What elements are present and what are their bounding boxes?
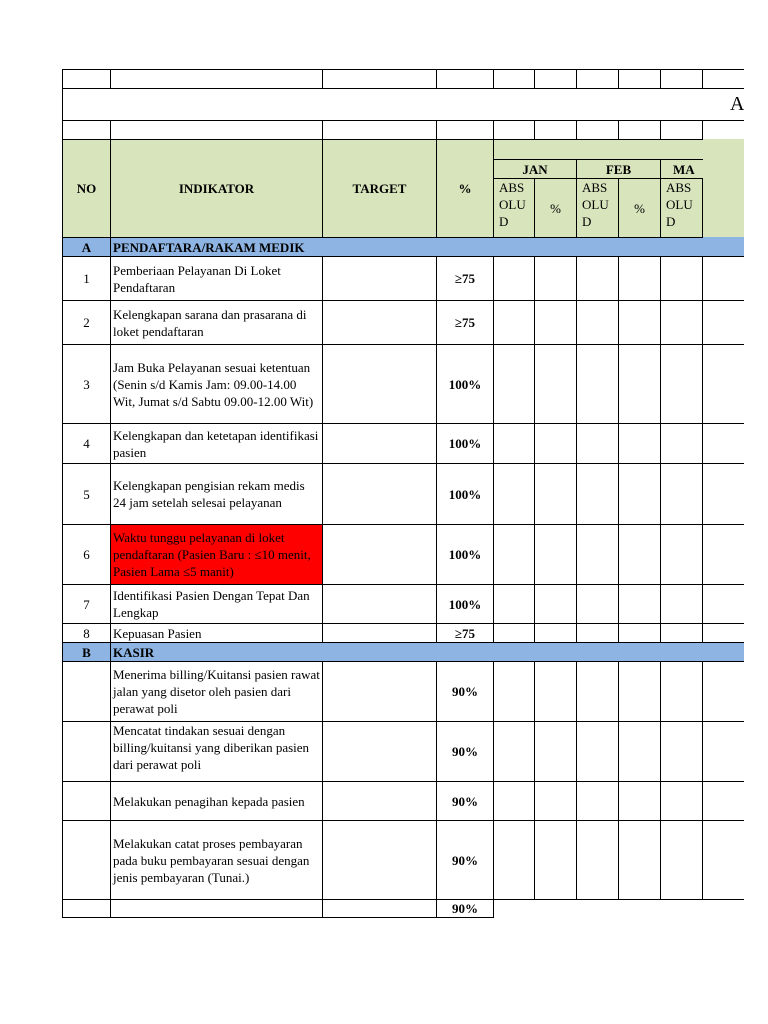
header-indikator[interactable]: INDIKATOR [111,140,323,238]
percent-cell[interactable]: 100% [437,585,494,624]
indicator-text[interactable]: Mencatat tindakan sesuai dengan billing/kuitansi yang diberikan pasien dari perawat poli [111,722,323,782]
section-a-overflow-band [703,237,744,256]
target-cell[interactable] [323,624,437,643]
cell[interactable] [494,662,535,722]
spreadsheet [62,69,744,919]
percent-cell[interactable]: 90% [437,782,494,821]
cell[interactable] [703,345,745,424]
percent-cell[interactable]: ≥75 [437,257,494,301]
cell[interactable] [703,525,745,585]
cell[interactable] [661,70,703,89]
row-number[interactable] [63,722,111,782]
cell[interactable] [437,121,494,140]
cell[interactable] [577,525,619,585]
row-number[interactable]: 6 [63,525,111,585]
percent-cell[interactable]: 100% [437,345,494,424]
percent-cell[interactable]: 100% [437,464,494,525]
target-cell[interactable] [323,345,437,424]
cell[interactable] [535,301,577,345]
cell[interactable] [494,585,535,624]
cell[interactable] [619,257,661,301]
cell[interactable] [661,301,703,345]
cell[interactable] [535,257,577,301]
cell[interactable] [661,525,703,585]
indicator-text[interactable]: Pemberiaan Pelayanan Di Loket Pendaftaran [111,257,323,301]
row-number[interactable]: 2 [63,301,111,345]
cell[interactable] [323,70,437,89]
cell[interactable] [661,821,703,900]
table-row [63,900,745,918]
cell [494,900,535,918]
title-cell[interactable] [63,89,745,121]
target-cell[interactable] [323,424,437,464]
indicator-text-highlighted[interactable]: Waktu tunggu pelayanan di loket pendaftaran (Pasien Baru : ≤10 menit, Pasien Lama ≤5 manit) [111,525,323,585]
cell[interactable] [577,345,619,424]
abs-label: ABS OLU D [499,180,526,229]
row-number[interactable] [63,821,111,900]
cell[interactable] [619,722,661,782]
cell[interactable] [535,782,577,821]
percent-cell[interactable]: ≥75 [437,624,494,643]
indicator-text[interactable]: Menerima billing/Kuitansi pasien rawat jalan yang disetor oleh pasien dari perawat poli [111,662,323,722]
cell[interactable] [661,345,703,424]
row-number[interactable] [63,900,111,918]
feb-absolut-header[interactable] [577,179,619,238]
cell[interactable] [535,121,577,140]
table-row [63,662,745,722]
target-cell[interactable] [323,301,437,345]
cell[interactable] [535,70,577,89]
title-row [63,89,745,121]
cell[interactable] [703,782,745,821]
abs-label: ABS OLU D [582,180,609,229]
mar-absolut-header[interactable] [661,179,703,238]
table-row [63,624,745,643]
cell[interactable] [619,624,661,643]
cell[interactable] [577,662,619,722]
cell[interactable] [494,464,535,525]
indicator-text[interactable]: Kelengkapan sarana dan prasarana di loket pendaftaran [111,301,323,345]
cell[interactable] [577,464,619,525]
cell[interactable] [577,624,619,643]
cell[interactable] [535,585,577,624]
month-mar[interactable]: MA [661,160,745,179]
section-title[interactable]: PENDAFTARA/RAKAM MEDIK [111,238,745,257]
cell[interactable] [63,70,111,89]
cell[interactable] [494,722,535,782]
cell[interactable] [703,301,745,345]
target-cell[interactable] [323,722,437,782]
cell[interactable] [577,722,619,782]
indicator-text[interactable]: Identifikasi Pasien Dengan Tepat Dan Lengkap [111,585,323,624]
cell[interactable] [703,464,745,525]
cell[interactable] [535,345,577,424]
target-cell[interactable] [323,257,437,301]
header-target[interactable]: TARGET [323,140,437,238]
indicator-text[interactable]: Melakukan penagihan kepada pasien [111,782,323,821]
table-row [63,345,745,424]
row-number[interactable]: 3 [63,345,111,424]
section-title[interactable]: KASIR [111,643,745,662]
row-number[interactable]: 4 [63,424,111,464]
cell [577,900,619,918]
target-cell[interactable] [323,662,437,722]
percent-cell[interactable]: ≥75 [437,301,494,345]
cell[interactable] [494,345,535,424]
cell [703,900,745,918]
percent-cell[interactable]: 90% [437,662,494,722]
cell[interactable] [703,121,745,140]
cell [661,900,703,918]
percent-cell[interactable]: 90% [437,900,494,918]
row-number[interactable]: 7 [63,585,111,624]
cell[interactable] [703,585,745,624]
indicator-text[interactable]: Kelengkapan dan ketetapan identifikasi pasien [111,424,323,464]
cell[interactable] [619,424,661,464]
jan-percent-header[interactable]: % [535,179,577,238]
table-row [63,525,745,585]
percent-cell[interactable]: 90% [437,722,494,782]
cell[interactable] [577,821,619,900]
cell[interactable] [619,585,661,624]
cell[interactable] [63,121,111,140]
table-row [63,301,745,345]
cell[interactable] [494,424,535,464]
cell [535,900,577,918]
cell[interactable] [577,585,619,624]
cell[interactable] [619,345,661,424]
cell[interactable] [535,821,577,900]
row-number[interactable] [63,662,111,722]
table-row [63,782,745,821]
cell[interactable] [535,464,577,525]
cell[interactable] [661,782,703,821]
section-code[interactable]: A [63,238,111,257]
cell[interactable] [437,70,494,89]
jan-absolut-header[interactable] [494,179,535,238]
header-row-top [63,140,745,160]
cell[interactable] [494,257,535,301]
table-row [63,821,745,900]
abs-label: ABS OLU D [666,180,693,229]
cell[interactable] [619,464,661,525]
cell[interactable] [661,662,703,722]
cell[interactable] [661,464,703,525]
cell[interactable] [619,821,661,900]
target-cell[interactable] [323,900,437,918]
cell[interactable] [577,424,619,464]
cell[interactable] [111,121,323,140]
header-overflow-band [703,139,744,237]
cell[interactable] [577,70,619,89]
indicator-text[interactable]: Melakukan catat proses pembayaran pada buku pembayaran sesuai dengan jenis pembayaran (Tunai.) [111,821,323,900]
cell[interactable] [323,121,437,140]
cell[interactable] [619,782,661,821]
month-jan[interactable]: JAN [494,160,577,179]
table-row [63,464,745,525]
blank-row [63,121,745,140]
cell[interactable] [661,257,703,301]
cell[interactable] [661,722,703,782]
blank-row [63,70,745,89]
cell[interactable] [494,70,535,89]
indicator-text[interactable]: Kelengkapan pengisian rekam medis 24 jam setelah selesai pelayanan [111,464,323,525]
page-title: A [730,93,744,115]
header-no[interactable]: NO [63,140,111,238]
cell[interactable] [703,257,745,301]
cell[interactable] [577,301,619,345]
cell[interactable] [494,624,535,643]
target-cell[interactable] [323,585,437,624]
cell[interactable] [535,424,577,464]
row-number[interactable]: 1 [63,257,111,301]
row-number[interactable]: 8 [63,624,111,643]
indicator-text[interactable]: Jam Buka Pelayanan sesuai ketentuan (Senin s/d Kamis Jam: 09.00-14.00 Wit, Jumat s/d Sabtu 09.00-12.00 Wit) [111,345,323,424]
cell[interactable] [619,70,661,89]
feb-percent-header[interactable]: % [619,179,661,238]
indicator-table [62,69,744,918]
cell [619,900,661,918]
cell[interactable] [494,821,535,900]
table-row [63,257,745,301]
cell[interactable] [535,662,577,722]
cell[interactable] [703,70,745,89]
row-number[interactable]: 5 [63,464,111,525]
cell[interactable] [703,424,745,464]
table-row [63,585,745,624]
target-cell[interactable] [323,464,437,525]
header-percent[interactable]: % [437,140,494,238]
indicator-text[interactable]: Kepuasan Pasien [111,624,323,643]
section-row-a [63,238,745,257]
section-row-b [63,643,745,662]
cell[interactable] [703,624,745,643]
percent-cell[interactable]: 100% [437,525,494,585]
percent-cell[interactable]: 100% [437,424,494,464]
cell[interactable] [661,424,703,464]
cell[interactable] [661,585,703,624]
cell[interactable] [577,121,619,140]
row-number[interactable] [63,782,111,821]
indicator-text[interactable] [111,900,323,918]
section-code[interactable]: B [63,643,111,662]
cell[interactable] [703,821,745,900]
cell[interactable] [535,624,577,643]
month-feb[interactable]: FEB [577,160,661,179]
cell[interactable] [661,624,703,643]
cell[interactable] [577,782,619,821]
cell[interactable] [703,722,745,782]
cell[interactable] [577,257,619,301]
table-row [63,722,745,782]
cell[interactable] [619,662,661,722]
cell[interactable] [494,782,535,821]
cell[interactable] [111,70,323,89]
cell[interactable] [535,525,577,585]
cell[interactable] [703,662,745,722]
cell[interactable] [494,525,535,585]
target-cell[interactable] [323,525,437,585]
target-cell[interactable] [323,821,437,900]
cell[interactable] [619,121,661,140]
percent-cell[interactable]: 90% [437,821,494,900]
cell[interactable] [494,301,535,345]
table-row [63,424,745,464]
cell[interactable] [619,301,661,345]
target-cell[interactable] [323,782,437,821]
cell[interactable] [661,121,703,140]
cell[interactable] [619,525,661,585]
cell[interactable] [494,121,535,140]
cell[interactable] [535,722,577,782]
